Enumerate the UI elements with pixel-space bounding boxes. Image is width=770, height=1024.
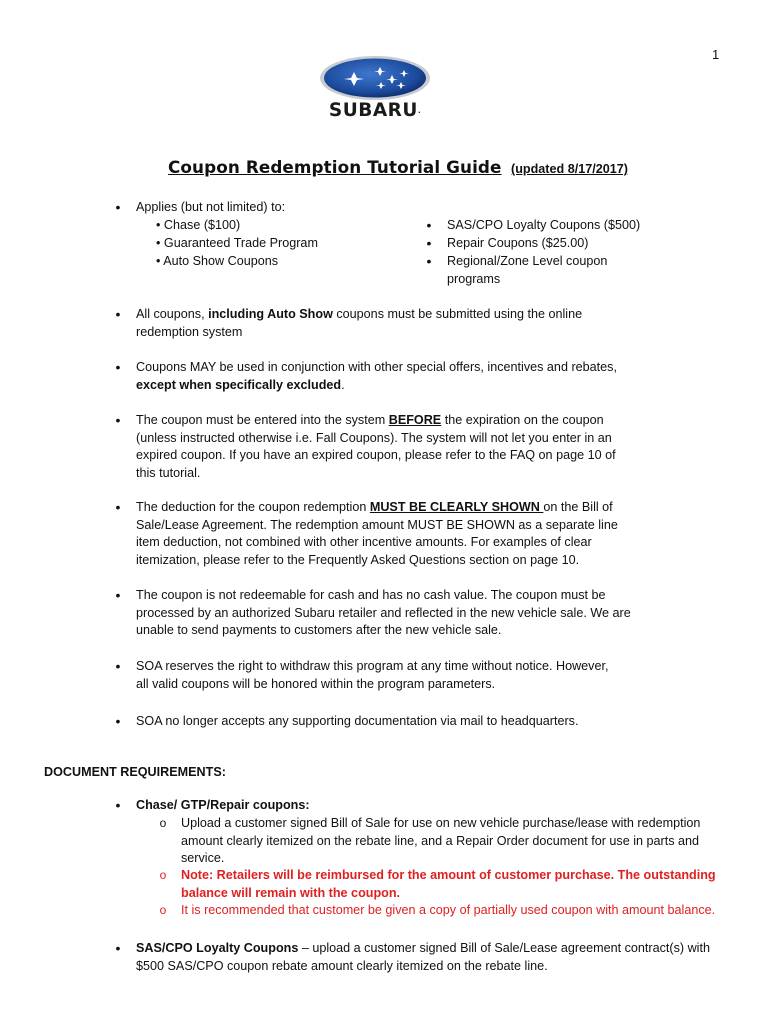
bullet-icon: • [115,940,121,956]
applies-left-item: • Chase ($100) [156,218,241,232]
document-title [168,159,628,179]
bullet-icon: • [426,253,432,269]
sas-cpo-requirement: SAS/CPO Loyalty Coupons – upload a customer signed Bill of Sale/Lease agreement contract(s) with $500 SAS/CPO coupon rebate amount clearly itemized on the rebate line. [136,941,710,973]
bullet-deduction: The deduction for the coupon redemption MUST BE CLEARLY SHOWN on the Bill of Sale/Lease Agreement. The redemption amount MUST BE SHOWN as a separate line item deduction, not combined with other incentive amounts. For examples of clear itemization, please refer to the Frequently Asked Questions section on page 10. [136,500,618,567]
bullet-icon: • [115,658,121,674]
bullet-icon: • [115,359,121,375]
bullet-icon: • [115,412,121,428]
sub-bullet-icon: o [159,816,167,830]
title-updated: (updated 8/17/2017) [511,162,628,176]
bullet-icon: • [115,713,121,729]
bullet-icon: • [426,217,432,233]
bullet-icon: • [115,587,121,603]
bullet-icon: • [115,499,121,515]
sub-item-upload-bill-of-sale: Upload a customer signed Bill of Sale for use on new vehicle purchase/lease with redemption amount clearly itemized on the rebate line, and a Repair Order document for use in parts and service. [181,816,701,865]
applies-left-item: • Auto Show Coupons [156,254,279,268]
bullet-icon: • [426,235,432,251]
applies-right-item: Repair Coupons ($25.00) [447,236,589,250]
bullet-icon: • [115,306,121,322]
bullet-no-cash-value: The coupon is not redeemable for cash and has no cash value. The coupon must be processed by an authorized Subaru retailer and reflected in the new vehicle sale. We are unable to send payments to customers after the new vehicle sale. [136,588,631,637]
applies-right-item: SAS/CPO Loyalty Coupons ($500) [447,218,641,232]
bullet-no-mail: SOA no longer accepts any supporting documentation via mail to headquarters. [136,714,579,728]
chase-gtp-repair-heading: Chase/ GTP/Repair coupons: [136,798,310,812]
applies-intro: Applies (but not limited) to: [136,200,286,214]
brand-wordmark: SUBARU. [328,100,422,121]
sub-item-reimbursement-note: Note: Retailers will be reimbursed for the amount of customer purchase. The outstanding balance will remain with the coupon. [181,868,716,900]
sub-bullet-icon: o [159,903,167,917]
title-main: Coupon Redemption Tutorial Guide [168,157,502,177]
sub-bullet-icon: o [159,868,167,882]
bullet-icon: • [115,797,121,813]
bullet-soa-rights: SOA reserves the right to withdraw this program at any time without notice. However, all valid coupons will be honored within the program parameters. [136,659,609,691]
applies-right-item: Regional/Zone Level coupon [447,254,608,268]
bullet-expiration: The coupon must be entered into the system BEFORE the expiration on the coupon (unless instructed otherwise i.e. Fall Coupons). The system will not let you enter in an expired coupon. If you have an expired coupon, please refer to the FAQ on page 10 of this tutorial. [136,413,616,480]
bullet-conjunction: Coupons MAY be used in conjunction with other special offers, incentives and rebates, except when specifically excluded. [136,360,617,392]
sub-item-partial-coupon-copy: It is recommended that customer be given a copy of partially used coupon with amount balance. [181,903,716,917]
bullet-icon: • [115,199,121,215]
section-heading-document-requirements: DOCUMENT REQUIREMENTS: [44,765,226,779]
bullet-online-submission: All coupons, including Auto Show coupons must be submitted using the online redemption system [136,307,583,339]
applies-left-item: • Guaranteed Trade Program [156,236,318,250]
page-number: 1 [712,47,720,62]
applies-right-item-cont: programs [447,272,501,286]
